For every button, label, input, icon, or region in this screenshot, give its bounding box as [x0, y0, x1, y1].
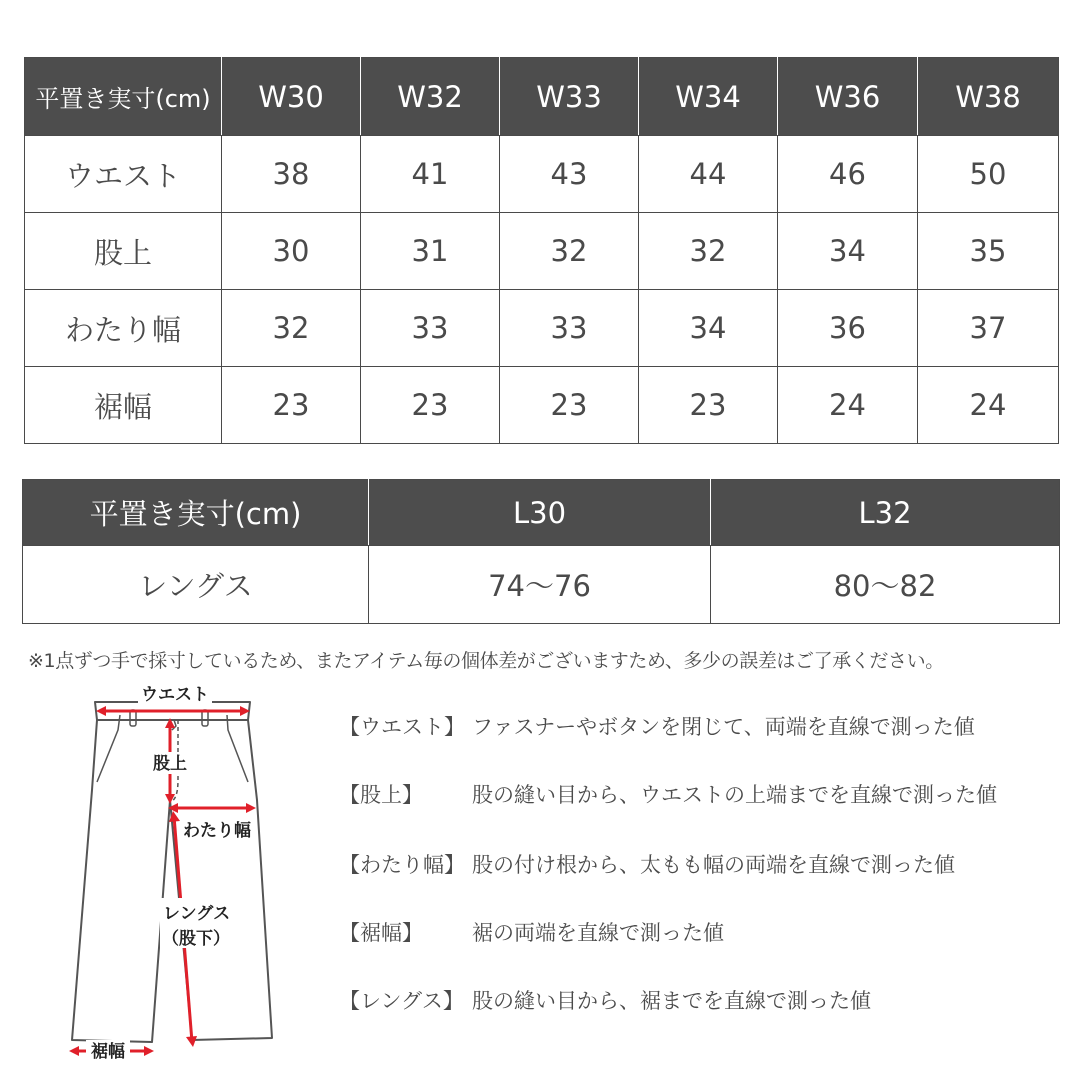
table-row: [25, 136, 1059, 213]
table-cell: 32: [639, 213, 778, 290]
label-length: レングス: [163, 904, 231, 924]
table-cell: 23: [222, 367, 361, 444]
label-waist: ウエスト: [141, 685, 209, 705]
definition-text: ファスナーやボタンを閉じて、両端を直線で測った値: [472, 715, 975, 739]
label-length-sub: （股下）: [162, 929, 230, 949]
table-cell: 80～82: [711, 546, 1060, 624]
header-cell: L30: [369, 480, 711, 546]
header-cell: L32: [711, 480, 1060, 546]
table-cell: 41: [361, 136, 500, 213]
table-cell: 36: [778, 290, 918, 367]
header-cell: 平置き実寸(cm): [23, 480, 369, 546]
definition-term: 【ウエスト】: [339, 715, 465, 739]
definition-text: 股の縫い目から、裾までを直線で測った値: [472, 989, 871, 1013]
table-cell: 74～76: [369, 546, 711, 624]
header-cell: W36: [778, 58, 918, 136]
table-row: [25, 367, 1059, 444]
definition-term: 【わたり幅】: [339, 853, 465, 877]
table-cell: 44: [639, 136, 778, 213]
definition-term: 【裾幅】: [339, 921, 423, 945]
table-cell: 30: [222, 213, 361, 290]
table-cell: 33: [361, 290, 500, 367]
table-cell: 37: [918, 290, 1059, 367]
definition-text: 股の付け根から、太もも幅の両端を直線で測った値: [472, 853, 955, 877]
label-hem: 裾幅: [91, 1042, 125, 1062]
header-cell: W34: [639, 58, 778, 136]
table-cell: 23: [639, 367, 778, 444]
header-cell: W30: [222, 58, 361, 136]
table-cell: 23: [500, 367, 639, 444]
table-cell: 50: [918, 136, 1059, 213]
table-cell: 34: [778, 213, 918, 290]
table-cell: 46: [778, 136, 918, 213]
row-label: 股上: [25, 213, 222, 290]
table-cell: 33: [500, 290, 639, 367]
length-size-table: [22, 479, 1060, 624]
pants-measurement-diagram: [60, 680, 320, 1075]
row-label: わたり幅: [25, 290, 222, 367]
table-cell: 43: [500, 136, 639, 213]
table-cell: 38: [222, 136, 361, 213]
row-label: ウエスト: [25, 136, 222, 213]
table-header-row: [23, 480, 1060, 546]
definition-text: 裾の両端を直線で測った値: [472, 921, 724, 945]
row-label: レングス: [23, 546, 369, 624]
header-cell: 平置き実寸(cm): [25, 58, 222, 136]
table-cell: 32: [500, 213, 639, 290]
measurement-note: ※1点ずつ手で採寸しているため、またアイテム毎の個体差がございますため、多少の誤差はご了承ください。: [28, 650, 944, 672]
definition-term: 【レングス】: [339, 989, 464, 1013]
table-cell: 31: [361, 213, 500, 290]
header-cell: W33: [500, 58, 639, 136]
table-cell: 24: [918, 367, 1059, 444]
table-cell: 23: [361, 367, 500, 444]
label-rise: 股上: [153, 754, 187, 774]
table-cell: 32: [222, 290, 361, 367]
table-row: [23, 546, 1060, 624]
waist-size-table: [24, 57, 1059, 444]
header-cell: W38: [918, 58, 1059, 136]
row-label: 裾幅: [25, 367, 222, 444]
table-header-row: [25, 58, 1059, 136]
definition-text: 股の縫い目から、ウエストの上端までを直線で測った値: [472, 783, 997, 807]
header-cell: W32: [361, 58, 500, 136]
label-thigh: わたり幅: [183, 821, 251, 841]
table-cell: 24: [778, 367, 918, 444]
table-row: [25, 290, 1059, 367]
definition-term: 【股上】: [339, 783, 423, 807]
table-cell: 34: [639, 290, 778, 367]
table-row: [25, 213, 1059, 290]
table-cell: 35: [918, 213, 1059, 290]
